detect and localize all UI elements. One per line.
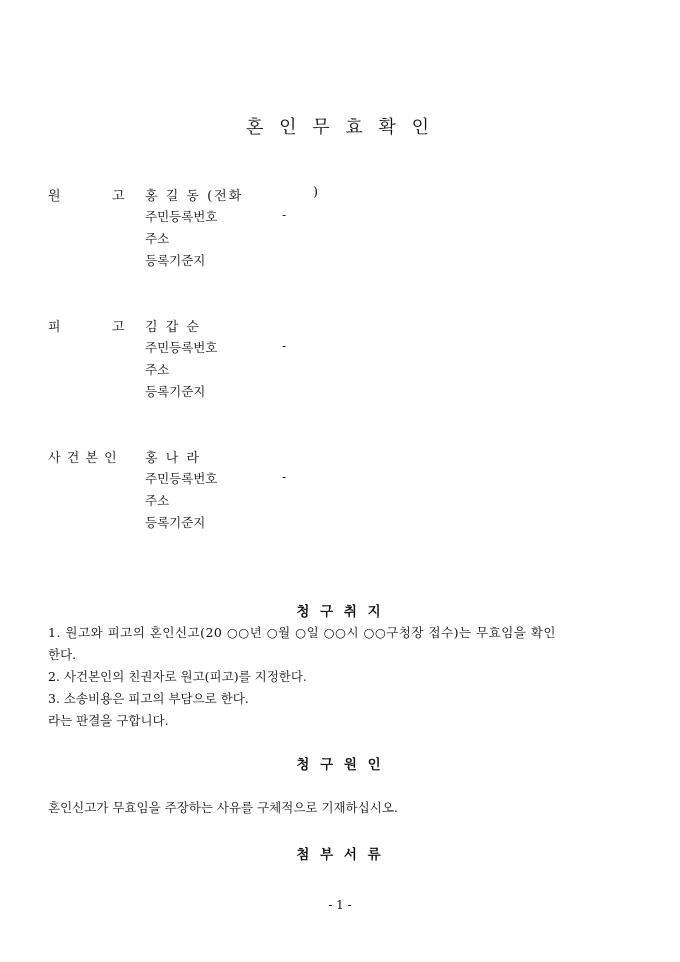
claim-purpose-line-1-cont: 한다.	[48, 647, 77, 662]
plaintiff-label-second: 고	[112, 189, 125, 204]
claim-purpose-line-4: 라는 판결을 구합니다.	[48, 713, 169, 728]
claim-cause-heading: 청 구 원 인	[296, 757, 384, 773]
claim-purpose-line-2: 2. 사건본인의 친권자로 원고(피고)를 지정한다.	[48, 669, 307, 684]
claim-purpose-line-3: 3. 소송비용은 피고의 부담으로 한다.	[48, 691, 249, 706]
principal-registry-label: 등록기준지	[145, 515, 206, 530]
principal-resident-number-label: 주민등록번호	[145, 471, 218, 486]
plaintiff-label-first: 원	[48, 189, 61, 204]
document-title: 혼 인 무 효 확 인	[246, 117, 434, 138]
claim-purpose-heading: 청 구 취 지	[296, 604, 384, 620]
plaintiff-name: 홍 길 동 (전화	[145, 189, 244, 204]
defendant-registry-label: 등록기준지	[145, 384, 206, 399]
principal-name: 홍 나 라	[145, 451, 201, 466]
plaintiff-address-label: 주소	[145, 231, 170, 246]
principal-resident-number-dash: -	[282, 469, 287, 484]
defendant-label-second: 고	[112, 320, 125, 335]
plaintiff-phone-close: )	[313, 185, 321, 200]
defendant-label-first: 피	[48, 320, 61, 335]
defendant-name: 김 갑 순	[145, 320, 201, 335]
plaintiff-resident-number-label: 주민등록번호	[145, 209, 218, 224]
claim-purpose-line-1: 1. 원고와 피고의 혼인신고(20 ○○년 ○월 ○일 ○○시 ○○구청장 접수)는 무효임을 확인	[48, 625, 556, 640]
defendant-resident-number-label: 주민등록번호	[145, 340, 218, 355]
defendant-resident-number-dash: -	[282, 338, 287, 353]
defendant-address-label: 주소	[145, 362, 170, 377]
claim-cause-text: 혼인신고가 무효임을 주장하는 사유를 구체적으로 기재하십시오.	[48, 800, 398, 815]
plaintiff-registry-label: 등록기준지	[145, 253, 206, 268]
plaintiff-resident-number-dash: -	[282, 207, 287, 222]
principal-address-label: 주소	[145, 493, 170, 508]
page-number: - 1 -	[328, 898, 352, 912]
attachments-heading: 첨 부 서 류	[296, 847, 384, 863]
principal-label: 사 건 본 인	[48, 451, 118, 466]
